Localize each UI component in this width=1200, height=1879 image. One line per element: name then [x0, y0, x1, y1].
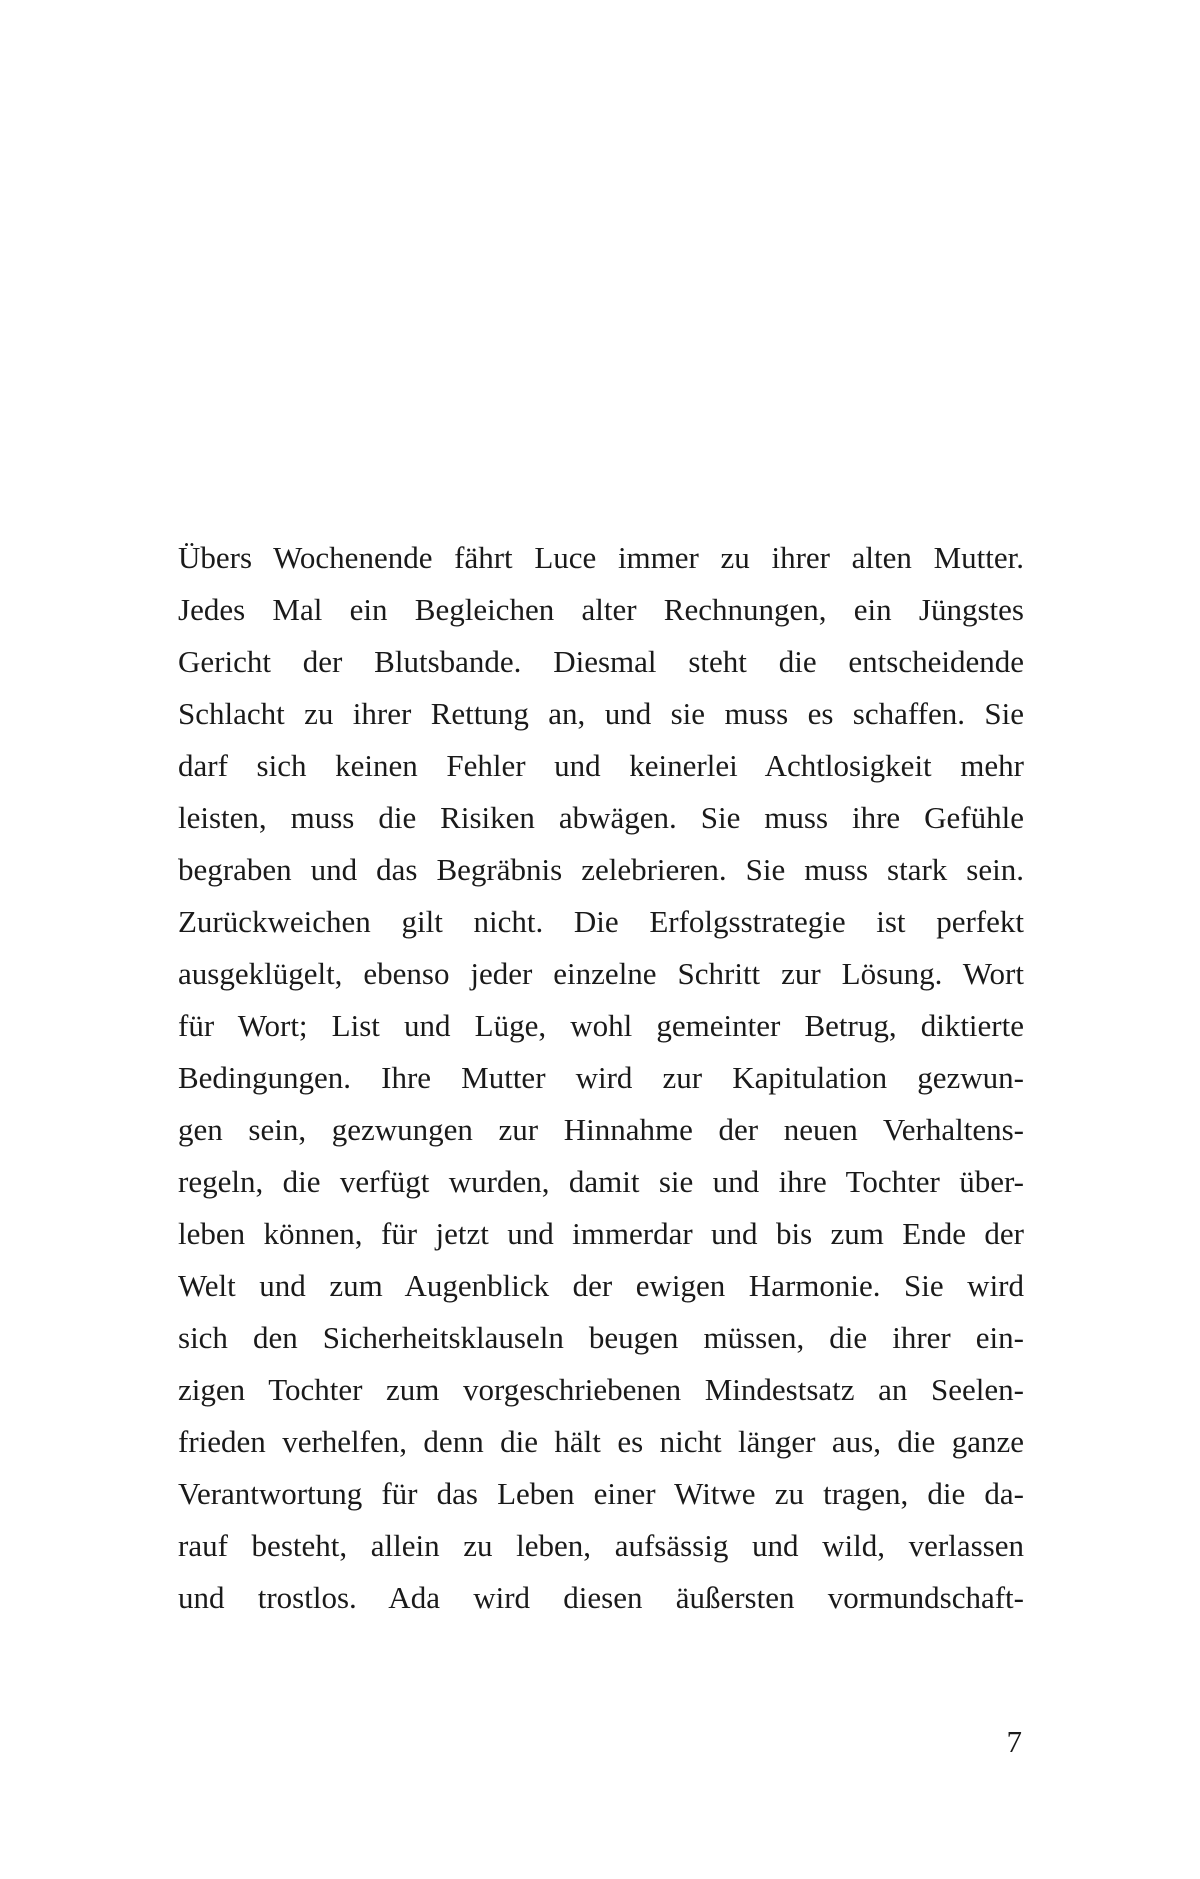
text-line-19: Verantwortung für das Leben einer Witwe zu tragen, die da-	[178, 1476, 1024, 1511]
text-line-13: regeln, die verfügt wurden, damit sie und ihre Tochter über-	[178, 1164, 1024, 1199]
text-line-6: leisten, muss die Risiken abwägen. Sie muss ihre Gefühle	[178, 800, 1024, 835]
page-number: 7	[1006, 1724, 1022, 1759]
text-line-14: leben können, für jetzt und immerdar und bis zum Ende der	[178, 1216, 1024, 1251]
text-line-15: Welt und zum Augenblick der ewigen Harmonie. Sie wird	[178, 1268, 1024, 1303]
text-line-4: Schlacht zu ihrer Rettung an, und sie muss es schaffen. Sie	[178, 696, 1024, 731]
text-line-3: Gericht der Blutsbande. Diesmal steht die entscheidende	[178, 644, 1024, 679]
text-line-2: Jedes Mal ein Begleichen alter Rechnungen, ein Jüngstes	[178, 592, 1024, 627]
body-text	[178, 532, 1024, 1624]
text-line-5: darf sich keinen Fehler und keinerlei Achtlosigkeit mehr	[178, 748, 1024, 783]
text-line-1: Übers Wochenende fährt Luce immer zu ihrer alten Mutter.	[178, 540, 1024, 575]
text-line-12: gen sein, gezwungen zur Hinnahme der neuen Verhaltens-	[178, 1112, 1024, 1147]
text-line-11: Bedingungen. Ihre Mutter wird zur Kapitulation gezwun-	[178, 1060, 1024, 1095]
text-line-9: ausgeklügelt, ebenso jeder einzelne Schritt zur Lösung. Wort	[178, 956, 1024, 991]
text-line-18: frieden verhelfen, denn die hält es nicht länger aus, die ganze	[178, 1424, 1024, 1459]
text-line-7: begraben und das Begräbnis zelebrieren. Sie muss stark sein.	[178, 852, 1024, 887]
text-line-8: Zurückweichen gilt nicht. Die Erfolgsstrategie ist perfekt	[178, 904, 1024, 939]
text-line-17: zigen Tochter zum vorgeschriebenen Mindestsatz an Seelen-	[178, 1372, 1024, 1407]
text-line-21: und trostlos. Ada wird diesen äußersten vormundschaft-	[178, 1580, 1024, 1615]
text-line-10: für Wort; List und Lüge, wohl gemeinter Betrug, diktierte	[178, 1008, 1024, 1043]
text-line-20: rauf besteht, allein zu leben, aufsässig und wild, verlassen	[178, 1528, 1024, 1563]
text-line-16: sich den Sicherheitsklauseln beugen müssen, die ihrer ein-	[178, 1320, 1024, 1355]
